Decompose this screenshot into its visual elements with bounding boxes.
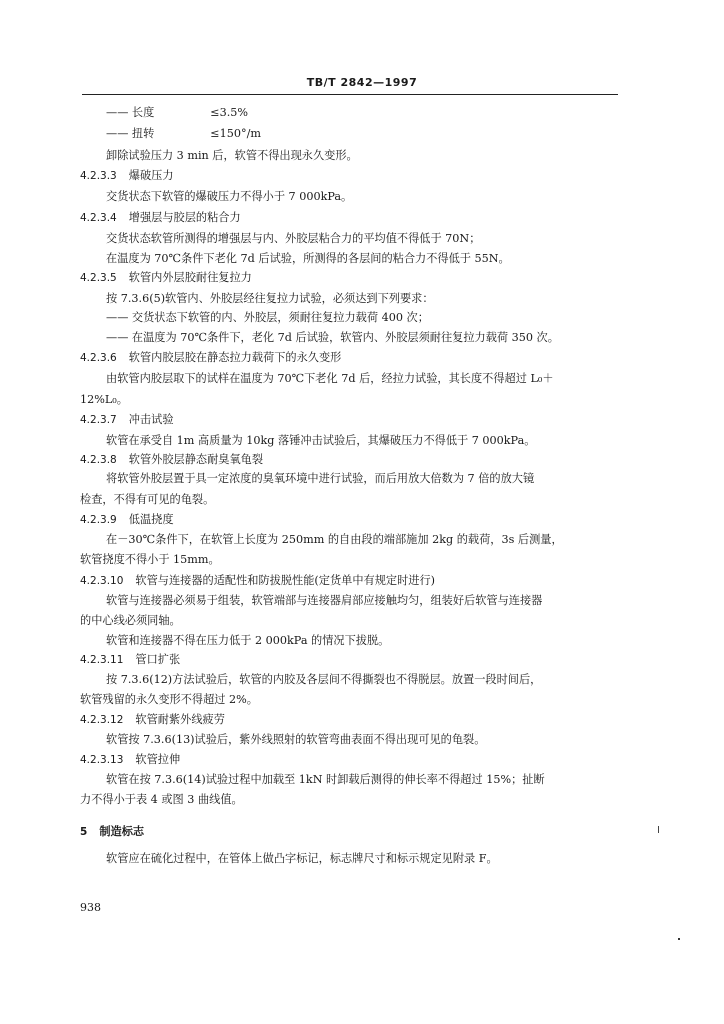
header-rule [82, 94, 618, 95]
paragraph-text: 软管与连接器必须易于组装，软管端部与连接器肩部应接触均匀，组装好后软管与连接器 [106, 594, 543, 607]
section-title: 冲击试验 [128, 413, 174, 426]
section-number: 4.2.3.9 [80, 514, 117, 526]
section-heading [80, 753, 180, 767]
section-title: 软管外胶层静态耐臭氧龟裂 [128, 453, 264, 466]
torsion-tolerance-line: —— 扭转 ≤150°/m [106, 127, 261, 140]
paragraph-text: 按 7.3.6(5)软管内、外胶层经往复拉力试验，必须达到下列要求： [106, 292, 434, 305]
paragraph-text: 软管残留的永久变形不得超过 2%。 [80, 693, 258, 706]
section-number: 4.2.3.12 [80, 714, 124, 726]
paragraph-text: 软管挠度不得小于 15mm。 [80, 553, 220, 566]
section-heading [80, 271, 252, 285]
page-header: TB/T 2842—1997 [306, 76, 418, 89]
page-number: 938 [80, 901, 101, 914]
scan-speck [678, 938, 680, 940]
section-number: 4.2.3.4 [80, 212, 117, 224]
paragraph-text: 12%L₀。 [80, 393, 128, 406]
section-number: 4.2.3.10 [80, 575, 124, 587]
length-tolerance-line: —— 长度 ≤3.5% [106, 106, 249, 119]
section-heading [80, 653, 180, 667]
chapter-heading [80, 824, 144, 839]
section-number: 4.2.3.5 [80, 272, 117, 284]
paragraph-text: 按 7.3.6(12)方法试验后，软管的内胶及各层间不得撕裂也不得脱层。放置一段时间后， [106, 673, 542, 686]
paragraph-text: 软管在承受自 1m 高质量为 10kg 落锤冲击试验后，其爆破压力不得低于 7 000kPa。 [106, 434, 536, 447]
chapter-title: 制造标志 [99, 824, 145, 838]
paragraph-text: 软管在按 7.3.6(14)试验过程中加载至 1kN 时卸载后测得的伸长率不得超过 15%；扯断 [106, 773, 545, 786]
section-heading [80, 351, 341, 365]
section-title: 软管耐紫外线疲劳 [135, 713, 225, 726]
section-number: 4.2.3.3 [80, 170, 117, 182]
paragraph-text: 软管和连接器不得在压力低于 2 000kPa 的情况下拔脱。 [106, 634, 390, 647]
section-title: 软管内外层胶耐往复拉力 [128, 271, 252, 284]
section-heading [80, 413, 174, 427]
section-number: 4.2.3.11 [80, 654, 124, 666]
section-title: 增强层与胶层的粘合力 [128, 211, 241, 224]
section-title: 软管与连接器的适配性和防拔脱性能(定货单中有规定时进行) [135, 574, 436, 587]
paragraph-text: 在温度为 70℃条件下老化 7d 后试验，所测得的各层间的粘合力不得低于 55N。 [106, 252, 510, 265]
section-number: 4.2.3.8 [80, 454, 117, 466]
paragraph-text: 软管应在硫化过程中，在管体上做凸字标记，标志牌尺寸和标示规定见附录 F。 [106, 852, 498, 865]
section-heading [80, 513, 174, 527]
paragraph-text: 在－30℃条件下，在软管上长度为 250mm 的自由段的端部施加 2kg 的载荷，3s 后测量， [106, 533, 563, 546]
section-title: 软管拉伸 [135, 753, 181, 766]
list-item: —— 在温度为 70℃条件下，老化 7d 后试验，软管内、外胶层须耐往复拉力载荷 350 次。 [106, 331, 559, 344]
paragraph-text: 的中心线必须同轴。 [80, 614, 181, 627]
paragraph-text: 交货状态软管所测得的增强层与内、外胶层粘合力的平均值不得低于 70N； [106, 232, 481, 245]
paragraph-text: 将软管外胶层置于具一定浓度的臭氧环境中进行试验，而后用放大倍数为 7 倍的放大镜 [106, 472, 535, 485]
section-number: 4.2.3.6 [80, 352, 117, 364]
paragraph-text: 交货状态下软管的爆破压力不得小于 7 000kPa。 [106, 190, 353, 203]
scan-mark [658, 826, 659, 833]
chapter-number: 5 [80, 826, 88, 838]
paragraph-text: 由软管内胶层取下的试样在温度为 70℃下老化 7d 后，经拉力试验，其长度不得超过 L₀＋ [106, 372, 554, 385]
section-heading [80, 574, 435, 588]
section-number: 4.2.3.13 [80, 754, 124, 766]
paragraph-text: 力不得小于表 4 或图 3 曲线值。 [80, 793, 243, 806]
section-heading [80, 713, 225, 727]
paragraph-text: 软管按 7.3.6(13)试验后，紫外线照射的软管弯曲表面不得出现可见的龟裂。 [106, 733, 486, 746]
section-title: 软管内胶层胶在静态拉力载荷下的永久变形 [128, 351, 342, 364]
section-title: 管口扩张 [135, 653, 181, 666]
paragraph-text: 卸除试验压力 3 min 后，软管不得出现永久变形。 [106, 149, 358, 162]
section-number: 4.2.3.7 [80, 414, 117, 426]
section-title: 低温挠度 [128, 513, 174, 526]
list-item: —— 交货状态下软管的内、外胶层，须耐往复拉力载荷 400 次； [106, 311, 429, 324]
section-heading [80, 453, 263, 467]
paragraph-text: 检查，不得有可见的龟裂。 [80, 493, 215, 506]
section-heading [80, 211, 241, 225]
section-heading [80, 169, 174, 183]
section-title: 爆破压力 [128, 169, 174, 182]
